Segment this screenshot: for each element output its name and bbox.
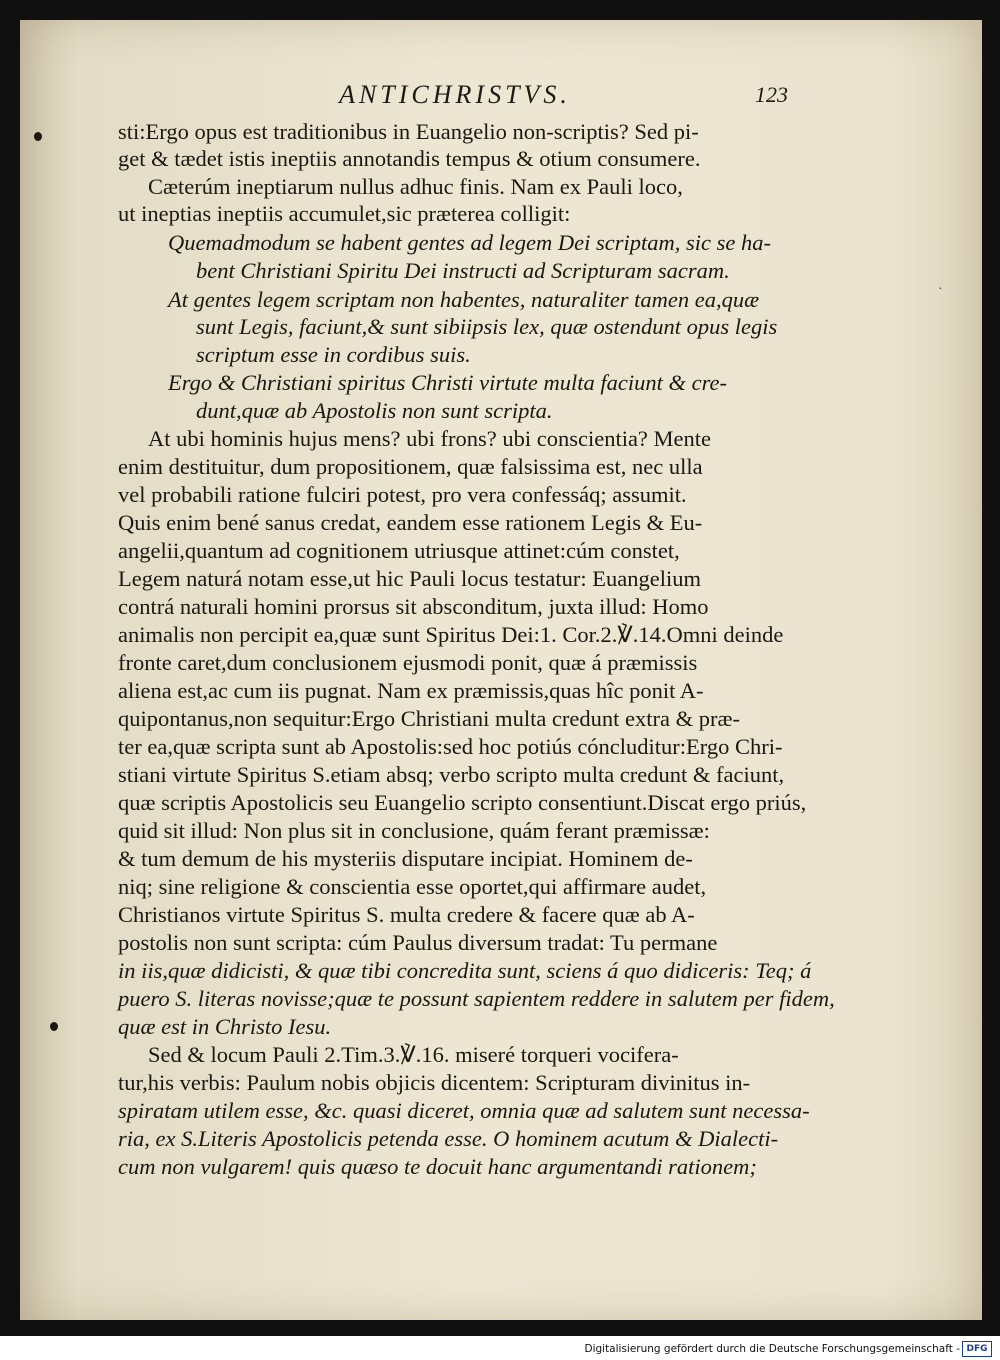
- text-line: fronte caret,dum conclusionem ejusmodi ponit, quæ á præmissis: [118, 650, 698, 675]
- text-line: Christianos virtute Spiritus S. multa credere & facere quæ ab A-: [118, 902, 695, 927]
- text-line: quipontanus,non sequitur:Ergo Christiani multa credunt extra & præ-: [118, 706, 740, 731]
- text-line: At gentes legem scriptam non habentes, naturaliter tamen ea,quæ: [168, 287, 760, 312]
- text-line: in iis,quæ didicisti, & quæ tibi concredita sunt, sciens á quo didiceris: Teq; á: [118, 958, 812, 983]
- text-line: ria, ex S.Literis Apostolicis petenda esse. O hominem acutum & Dialecti-: [118, 1126, 779, 1151]
- text-line: At ubi hominis hujus mens? ubi frons? ubi conscientia? Mente: [148, 426, 712, 451]
- margin-mark: [34, 132, 42, 141]
- text-line: Quis enim bené sanus credat, eandem esse rationem Legis & Eu-: [118, 510, 703, 535]
- text-line: animalis non percipit ea,quæ sunt Spiritus Dei:1. Cor.2.℣.14.Omni deinde: [118, 622, 784, 647]
- text-line: scriptum esse in cordibus suis.: [196, 342, 471, 367]
- text-line: enim destituitur, dum propositionem, quæ falsissima est, nec ulla: [118, 454, 703, 479]
- text-line: Legem naturá notam esse,ut hic Pauli locus testatur: Euangelium: [118, 566, 701, 591]
- text-line: Quemadmodum se habent gentes ad legem Dei scriptam, sic se ha-: [168, 230, 772, 255]
- text-line: vel probabili ratione fulciri potest, pro vera confessáq; assumit.: [118, 482, 687, 507]
- text-line: puero S. literas novisse;quæ te possunt sapientem reddere in salutem per fidem,: [118, 986, 835, 1011]
- text-line: sunt Legis, faciunt,& sunt sibiipsis lex, quæ ostendunt opus legis: [196, 314, 778, 339]
- running-title: ANTICHRISTVS.: [339, 80, 571, 109]
- text-line: bent Christiani Spiritu Dei instructi ad Scripturam sacram.: [196, 258, 730, 283]
- page-number: 123: [755, 82, 788, 107]
- text-line: stiani virtute Spiritus S.etiam absq; verbo scripto multa credunt & faciunt,: [118, 762, 785, 787]
- margin-mark: [50, 1022, 58, 1031]
- text-line: get & tædet istis ineptiis annotandis tempus & otium consumere.: [118, 146, 701, 171]
- text-line: contrá naturali homini prorsus sit absconditum, juxta illud: Homo: [118, 594, 709, 619]
- text-line: ter ea,quæ scripta sunt ab Apostolis:sed hoc potiús cóncluditur:Ergo Chri-: [118, 734, 783, 759]
- text-line: postolis non sunt scripta: cúm Paulus diversum tradat: Tu permane: [118, 930, 718, 955]
- text-line: quid sit illud: Non plus sit in conclusione, quám ferant præmissæ:: [118, 818, 710, 843]
- book-page: [20, 20, 982, 1320]
- text-line: niq; sine religione & conscientia esse oportet,qui affirmare audet,: [118, 874, 707, 899]
- text-line: quæ est in Christo Iesu.: [118, 1014, 332, 1039]
- text-line: angelii,quantum ad cognitionem utriusque attinet:cúm constet,: [118, 538, 680, 563]
- dfg-logo-icon: DFG: [962, 1341, 992, 1357]
- text-line: dunt,quæ ab Apostolis non sunt scripta.: [196, 398, 553, 423]
- text-line: Ergo & Christiani spiritus Christi virtute multa faciunt & cre-: [168, 370, 727, 395]
- text-line: quæ scriptis Apostolicis seu Euangelio scripto consentiunt.Discat ergo priús,: [118, 790, 807, 815]
- text-line: aliena est,ac cum iis pugnat. Nam ex præmissis,quas hîc ponit A-: [118, 678, 704, 703]
- text-line: ut ineptias ineptiis accumulet,sic præterea colligit:: [118, 201, 571, 226]
- margin-speck: ·: [938, 282, 943, 297]
- text-line: cum non vulgarem! quis quæso te docuit hanc argumentandi rationem;: [118, 1154, 757, 1179]
- text-line: spiratam utilem esse, &c. quasi diceret, omnia quæ ad salutem sunt necessa-: [118, 1098, 810, 1123]
- text-line: tur,his verbis: Paulum nobis objicis dicentem: Scripturam divinitus in-: [118, 1070, 751, 1095]
- text-line: Sed & locum Pauli 2.Tim.3.℣.16. miseré torqueri vocifera-: [148, 1042, 679, 1067]
- funding-note: Digitalisierung gefördert durch die Deutsche Forschungsgemeinschaft -: [584, 1343, 960, 1355]
- text-line: Cæterúm ineptiarum nullus adhuc finis. Nam ex Pauli loco,: [148, 174, 683, 199]
- text-line: sti:Ergo opus est traditionibus in Euangelio non-scriptis? Sed pi-: [118, 119, 699, 144]
- text-line: & tum demum de his mysteriis disputare incipiat. Hominem de-: [118, 846, 693, 871]
